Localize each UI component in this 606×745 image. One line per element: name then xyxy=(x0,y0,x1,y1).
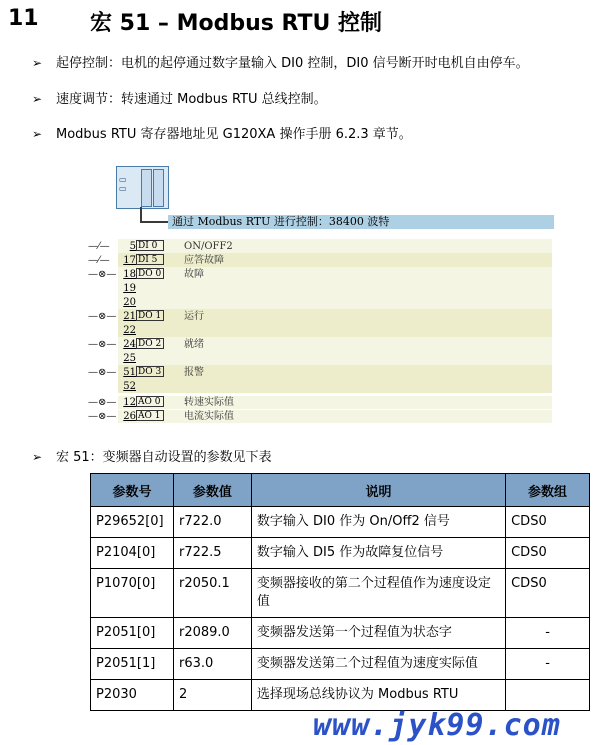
cell-param-group: CDS0 xyxy=(506,538,590,569)
cell-param-value: r2089.0 xyxy=(173,618,251,649)
bullet-arrow-icon: ➢ xyxy=(32,56,43,70)
cell-param-no: P2030 xyxy=(91,680,174,711)
io-row xyxy=(88,352,558,365)
lamp-icon: —⊗— xyxy=(88,269,117,280)
cell-description: 变频器发送第一个过程值为状态字 xyxy=(251,618,505,649)
terminal-number: 5 xyxy=(129,241,136,252)
cell-description: 变频器发送第二个过程值为速度实际值 xyxy=(251,649,505,680)
cell-description: 选择现场总线协议为 Modbus RTU xyxy=(251,680,505,711)
device-segment xyxy=(153,169,164,207)
cell-param-no: P2104[0] xyxy=(91,538,174,569)
section-number: 11 xyxy=(8,6,39,31)
bullet-text: 起停控制：电机的起停通过数字量输入 DI0 控制，DI0 信号断开时电机自由停车。 xyxy=(56,56,529,71)
bus-label: 通过 Modbus RTU 进行控制：38400 波特 xyxy=(172,215,390,228)
terminal-desc: 电流实际值 xyxy=(184,411,234,422)
table-row xyxy=(91,507,590,538)
terminal-number: 26 xyxy=(123,411,136,422)
terminal-number: 20 xyxy=(123,297,136,308)
bullet-arrow-icon: ➢ xyxy=(32,127,43,141)
bullet-speed xyxy=(32,88,327,107)
cell-param-group: - xyxy=(506,649,590,680)
terminal-desc: 就绪 xyxy=(184,339,204,350)
terminal-name: DO 0 xyxy=(136,268,164,279)
terminal-number: 12 xyxy=(123,397,136,408)
bullet-register xyxy=(32,123,412,142)
bullet-text: 速度调节：转速通过 Modbus RTU 总线控制。 xyxy=(56,92,327,107)
analog-output-icon: —⊗— xyxy=(88,411,117,422)
terminal-number: 21 xyxy=(123,311,136,322)
io-row xyxy=(88,268,558,281)
cell-param-no: P1070[0] xyxy=(91,569,174,618)
io-row xyxy=(88,254,558,267)
terminal-name: DO 2 xyxy=(136,338,164,349)
bullet-text: Modbus RTU 寄存器地址见 G120XA 操作手册 6.2.3 章节。 xyxy=(56,127,412,142)
table-row xyxy=(91,618,590,649)
terminal-name: AO 1 xyxy=(136,410,164,421)
terminal-number: 24 xyxy=(123,339,136,350)
switch-icon: —⁄— xyxy=(88,255,110,266)
site-watermark: www.jyk99.com xyxy=(313,708,561,743)
terminal-number: 52 xyxy=(123,381,136,392)
lamp-icon: —⊗— xyxy=(88,367,117,378)
cell-param-group: CDS0 xyxy=(506,507,590,538)
device-port-icon: ▭ ▭ xyxy=(119,175,127,193)
table-row xyxy=(91,649,590,680)
cell-param-no: P2051[0] xyxy=(91,618,174,649)
col-header-param-value: 参数值 xyxy=(173,474,251,507)
terminal-number: 22 xyxy=(123,325,136,336)
terminal-name: DO 3 xyxy=(136,366,164,377)
terminal-desc: 运行 xyxy=(184,311,204,322)
cell-param-value: r2050.1 xyxy=(173,569,251,618)
io-row xyxy=(88,380,558,393)
bullet-arrow-icon: ➢ xyxy=(32,450,43,464)
terminal-desc: 故障 xyxy=(184,269,204,280)
cell-description: 数字输入 DI5 作为故障复位信号 xyxy=(251,538,505,569)
terminal-name: DI 0 xyxy=(136,240,164,251)
terminal-number: 25 xyxy=(123,353,136,364)
terminal-name: AO 0 xyxy=(136,396,164,407)
cell-description: 变频器接收的第二个过程值作为速度设定值 xyxy=(251,569,505,618)
cell-param-value: r722.5 xyxy=(173,538,251,569)
bullet-macro-params xyxy=(32,446,272,465)
bullet-arrow-icon: ➢ xyxy=(32,92,43,106)
io-row xyxy=(88,396,558,409)
table-row xyxy=(91,538,590,569)
lamp-icon: —⊗— xyxy=(88,311,117,322)
analog-output-icon: —⊗— xyxy=(88,397,117,408)
cell-param-group xyxy=(506,680,590,711)
cell-param-group: CDS0 xyxy=(506,569,590,618)
cell-param-value: r63.0 xyxy=(173,649,251,680)
table-row xyxy=(91,569,590,618)
lamp-icon: —⊗— xyxy=(88,339,117,350)
io-row xyxy=(88,310,558,323)
io-row xyxy=(88,366,558,379)
col-header-param-no: 参数号 xyxy=(91,474,174,507)
io-row xyxy=(88,240,558,253)
table-header-row xyxy=(91,474,590,507)
col-header-param-group: 参数组 xyxy=(506,474,590,507)
terminal-number: 18 xyxy=(123,269,136,280)
cell-param-no: P2051[1] xyxy=(91,649,174,680)
terminal-number: 51 xyxy=(123,367,136,378)
bus-connector-line xyxy=(140,221,170,223)
io-row xyxy=(88,296,558,309)
terminal-number: 19 xyxy=(123,283,136,294)
io-row xyxy=(88,338,558,351)
inverter-device-icon xyxy=(116,166,169,209)
terminal-number: 17 xyxy=(123,255,136,266)
cell-param-value: r722.0 xyxy=(173,507,251,538)
io-row xyxy=(88,324,558,337)
cell-param-no: P29652[0] xyxy=(91,507,174,538)
io-row xyxy=(88,282,558,295)
io-row xyxy=(88,410,558,423)
bullet-start-stop xyxy=(32,52,529,71)
table-row xyxy=(91,680,590,711)
device-segment xyxy=(141,169,152,207)
terminal-name: DO 1 xyxy=(136,310,164,321)
cell-param-value: 2 xyxy=(173,680,251,711)
terminal-name: DI 5 xyxy=(136,254,164,265)
cell-param-group: - xyxy=(506,618,590,649)
terminal-desc: ON/OFF2 xyxy=(184,241,233,252)
terminal-desc: 转速实际值 xyxy=(184,397,234,408)
section-title: 宏 51 – Modbus RTU 控制 xyxy=(90,11,382,36)
terminal-desc: 应答故障 xyxy=(184,255,224,266)
switch-icon: —⁄— xyxy=(88,241,110,252)
bullet-text: 宏 51：变频器自动设置的参数见下表 xyxy=(56,450,272,465)
col-header-description: 说明 xyxy=(251,474,505,507)
parameter-table xyxy=(90,473,590,711)
cell-description: 数字输入 DI0 作为 On/Off2 信号 xyxy=(251,507,505,538)
terminal-desc: 报警 xyxy=(184,367,204,378)
